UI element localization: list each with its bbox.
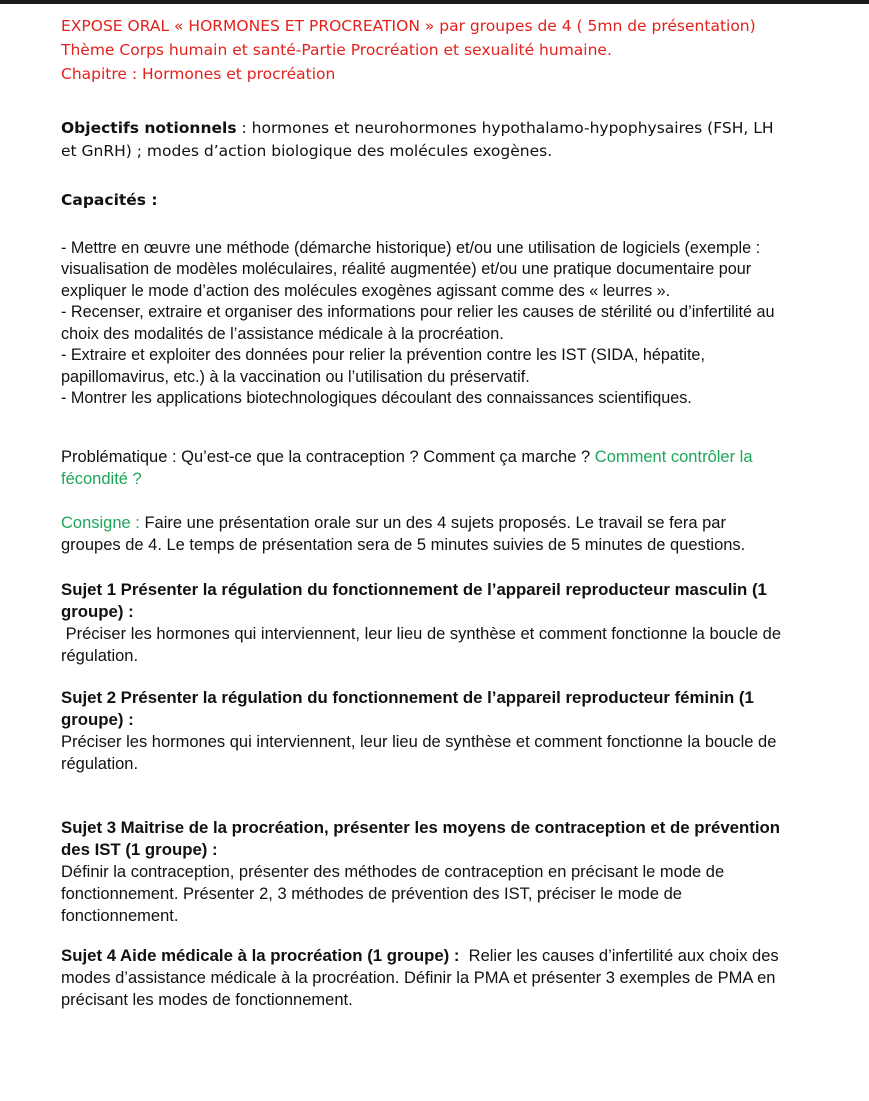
top-border bbox=[0, 0, 869, 4]
objectifs-label: Objectifs notionnels bbox=[61, 119, 237, 137]
sujet-1-title: Sujet 1 Présenter la régulation du fonctionnement de l’appareil reproducteur masculin (1 groupe) : bbox=[61, 579, 767, 621]
sujet-3 bbox=[61, 817, 781, 927]
objectifs-text: : hormones et neurohormones hypothalamo-hypophysaires (FSH, LH et GnRH) ; modes d’action biologique des molécules exogènes. bbox=[61, 119, 774, 160]
capacite-item: - Mettre en œuvre une méthode (démarche historique) et/ou une utilisation de logiciels (exemple : visualisation de modèles moléculaires, réalité augmentée) et/ou une pratique documentaire pour expliquer le mode d’action des molécules exogènes agissant comme des « leurres ». bbox=[61, 238, 761, 300]
capacite-item: - Montrer les applications biotechnologiques découlant des connaissances scientifiques. bbox=[61, 389, 692, 407]
problematique-highlight: Comment contrôler la fécondité ? bbox=[61, 447, 753, 488]
sujet-2 bbox=[61, 687, 781, 775]
consigne-text: Faire une présentation orale sur un des 4 sujets proposés. Le travail se fera par groupes de 4. Le temps de présentation sera de 5 minutes suivies de 5 minutes de questions. bbox=[61, 513, 746, 554]
header-chapter: Chapitre : Hormones et procréation bbox=[61, 65, 336, 83]
capacite-item: - Extraire et exploiter des données pour relier la prévention contre les IST (SIDA, hépatite, papillomavirus, etc.) à la vaccination ou l’utilisation du préservatif. bbox=[61, 346, 705, 386]
header-title: EXPOSE ORAL « HORMONES ET PROCREATION » par groupes de 4 ( 5mn de présentation) bbox=[61, 17, 756, 35]
capacites-heading: Capacités : bbox=[61, 191, 158, 209]
sujet-4 bbox=[61, 945, 784, 1011]
document-page bbox=[61, 14, 786, 1011]
sujet-1-text: Préciser les hormones qui interviennent, leur lieu de synthèse et comment fonctionne la boucle de régulation. bbox=[61, 624, 786, 665]
document-header bbox=[61, 14, 781, 86]
sujet-4-title: Sujet 4 Aide médicale à la procréation (1 groupe) : bbox=[61, 945, 460, 965]
capacite-item: - Recenser, extraire et organiser des informations pour relier les causes de stérilité ou d’infertilité au choix des modalités de l’assistance médicale à la procréation. bbox=[61, 303, 775, 343]
consigne-label: Consigne : bbox=[61, 513, 140, 532]
consigne-paragraph bbox=[61, 512, 781, 556]
sujet-3-title: Sujet 3 Maitrise de la procréation, présenter les moyens de contraception et de prévention des IST (1 groupe) : bbox=[61, 817, 781, 859]
sujet-2-text: Préciser les hormones qui interviennent, leur lieu de synthèse et comment fonctionne la boucle de régulation. bbox=[61, 732, 777, 773]
header-theme: Thème Corps humain et santé-Partie Procréation et sexualité humaine. bbox=[61, 41, 612, 59]
sujet-4-text: Relier les causes d’infertilité aux choix des modes d’assistance médicale à la procréation. Définir la PMA et présenter 3 exemples de PMA en précisant les modes de fonctionnement. bbox=[61, 946, 784, 1009]
problematique-paragraph bbox=[61, 446, 781, 490]
sujet-3-text: Définir la contraception, présenter des méthodes de contraception en précisant le mode de fonctionnement. Présenter 2, 3 méthodes de prévention des IST, préciser le mode de fonctionnement. bbox=[61, 862, 725, 925]
capacites-list bbox=[61, 238, 781, 410]
problematique-text: Problématique : Qu’est-ce que la contraception ? Comment ça marche ? bbox=[61, 447, 595, 466]
objectifs-paragraph bbox=[61, 117, 781, 162]
sujet-2-title: Sujet 2 Présenter la régulation du fonctionnement de l’appareil reproducteur féminin (1 groupe) : bbox=[61, 687, 754, 729]
sujet-1 bbox=[61, 579, 786, 667]
